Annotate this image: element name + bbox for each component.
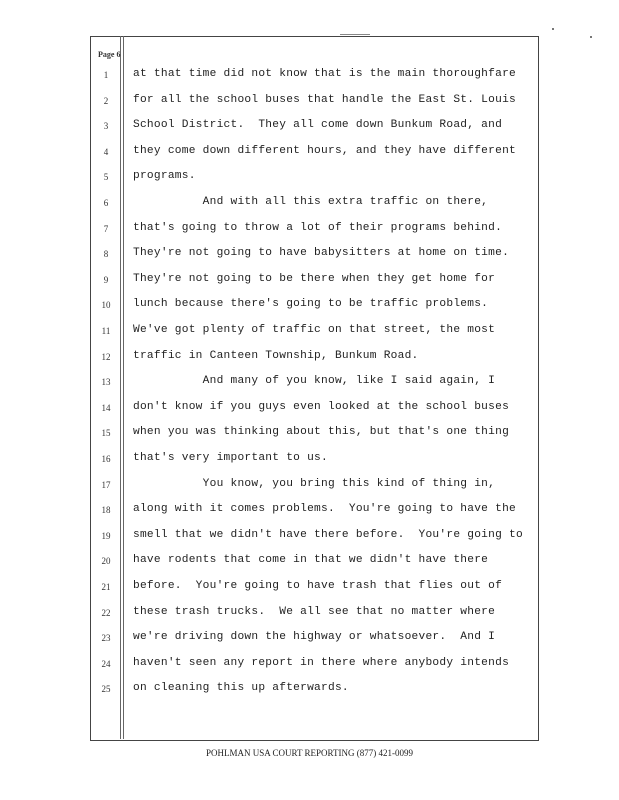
transcript-line: You know, you bring this kind of thing in, [133,477,496,490]
transcript-line: We've got plenty of traffic on that street, the most [133,324,496,336]
transcript-line: smell that we didn't have there before. You're going to [133,528,523,541]
line-number: 2 [103,95,109,106]
line-number: 17 [101,479,111,490]
line-number: 10 [101,300,111,311]
line-number: 11 [101,326,111,336]
transcript-line: lunch because there's going to be traffic problems. [133,298,489,311]
transcript-line: that's going to throw a lot of their programs behind. [133,221,503,234]
line-number: 6 [103,198,109,208]
line-number: 18 [101,505,111,516]
transcript-line: And many of you know, like I said again, I [133,375,496,388]
line-number: 5 [103,172,109,183]
line-number: 23 [101,633,111,644]
line-number: 13 [101,377,111,388]
line-number: 19 [101,530,111,541]
line-number: 12 [101,351,111,362]
line-number: 16 [101,454,111,464]
transcript-line: at that time did not know that is the main thoroughfare [133,68,516,80]
court-reporter-footer: POHLMAN USA COURT REPORTING (877) 421-0099 [205,748,413,758]
transcript-line: School District. They all come down Bunkum Road, and [133,119,503,132]
transcript-line: They're not going to be there when they get home for [133,272,496,285]
line-number: 7 [103,223,109,234]
transcript-line: that's very important to us. [133,452,328,464]
page-label: Page 6 [98,50,121,59]
transcript-line: have rodents that come in that we didn't have there [133,554,489,567]
transcript-line: They're not going to have babysitters at home on time. [133,247,510,260]
line-number: 1 [103,70,109,80]
scan-artifact-dot [552,28,554,30]
line-number: 24 [101,658,111,669]
transcript-line: don't know if you guys even looked at the school buses [133,400,510,413]
line-number: 25 [101,684,111,695]
left-margin-rule-inner [123,36,124,739]
line-number: 15 [101,428,111,439]
line-number: 3 [103,121,109,132]
line-number: 20 [101,556,111,567]
transcript-line: before. You're going to have trash that flies out of [133,580,503,592]
line-number: 9 [103,274,109,285]
transcript-line: they come down different hours, and they have different [133,144,516,157]
transcript-line: haven't seen any report in there where anybody intends [133,656,510,669]
line-number: 22 [101,607,111,618]
transcript-line: these trash trucks. We all see that no matter where [133,605,496,618]
transcript-line: for all the school buses that handle the East St. Louis [133,93,516,106]
scan-artifact-dot [590,36,592,38]
left-margin-rule [120,36,121,739]
transcript-line: And with all this extra traffic on there, [133,196,489,208]
scan-artifact [340,34,370,35]
transcript-line: along with it comes problems. You're going to have the [133,503,516,516]
line-number: 21 [101,582,111,592]
transcript-line: we're driving down the highway or whatsoever. And I [133,631,496,644]
line-number: 8 [103,249,109,260]
transcript-line: on cleaning this up afterwards. [133,682,349,695]
transcript-line: when you was thinking about this, but that's one thing [133,426,510,439]
line-number: 14 [101,402,111,413]
transcript-line: programs. [133,170,196,183]
line-number: 4 [103,146,109,157]
transcript-line: traffic in Canteen Township, Bunkum Road. [133,349,419,362]
